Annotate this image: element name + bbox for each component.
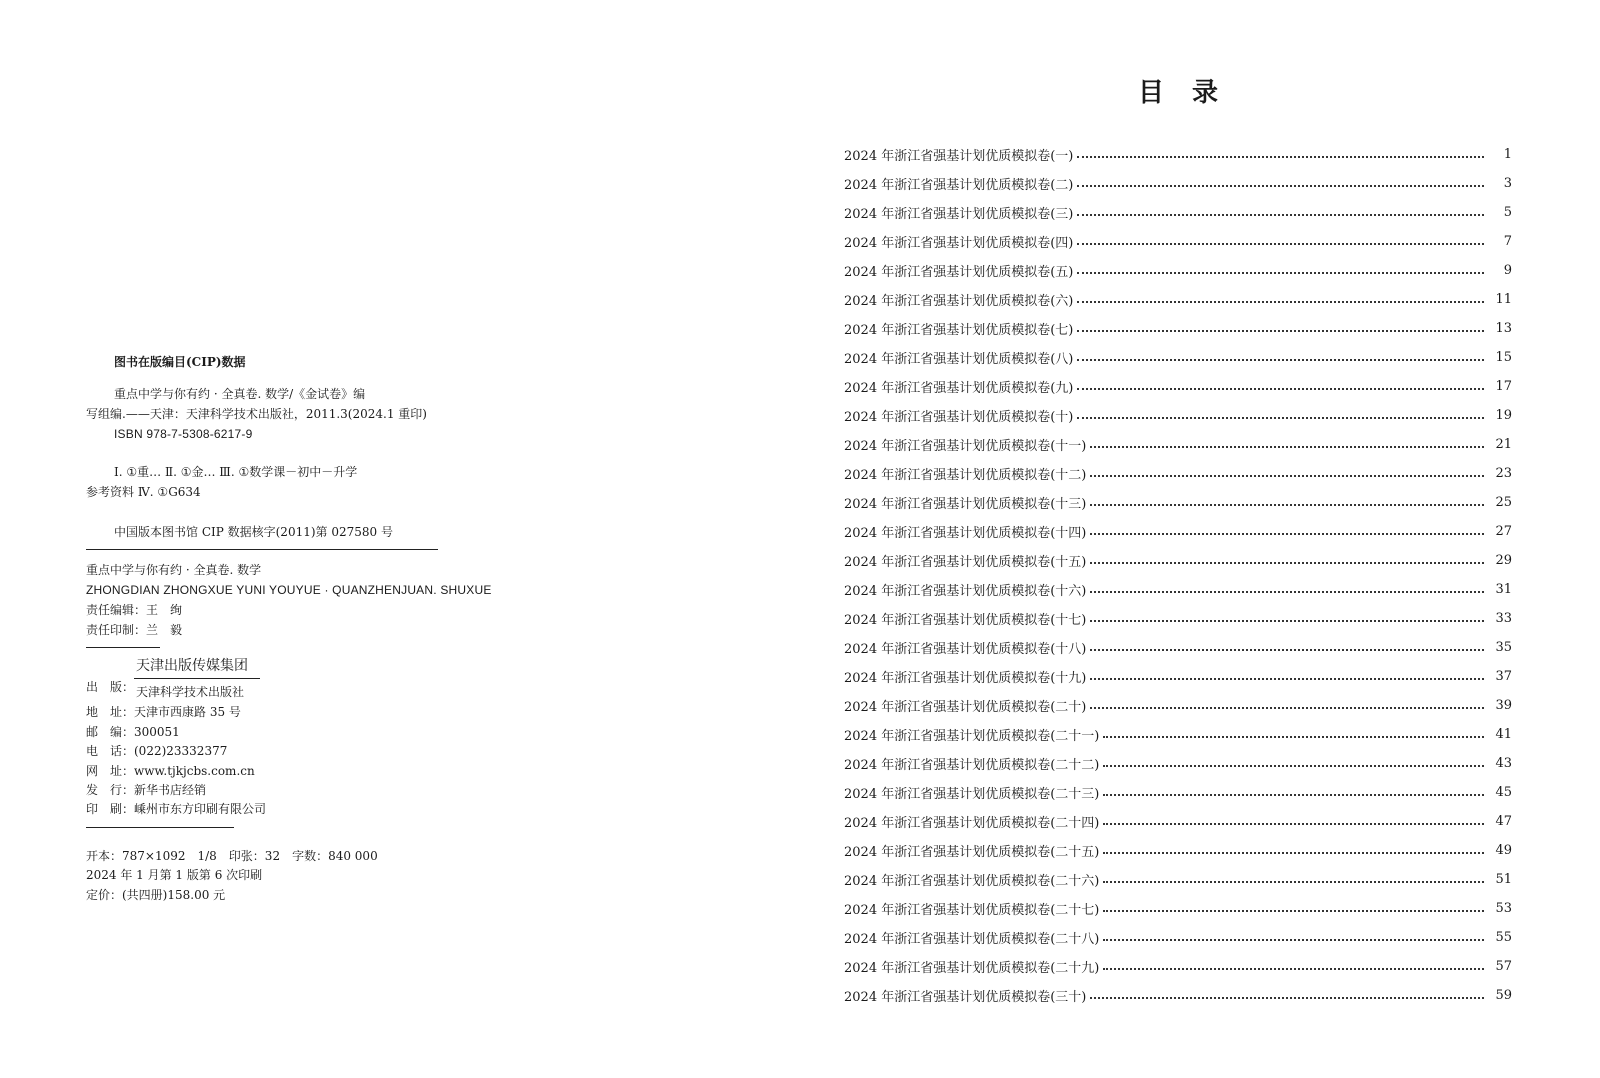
toc-entry-page: 57 [1495,959,1512,974]
toc-leader-dots [1090,619,1484,622]
toc-leader-dots [1103,735,1484,738]
toc-entry-label: 2024 年浙江省强基计划优质模拟卷(十七) [844,613,1087,628]
toc-entry[interactable] [844,169,1512,198]
toc-entry-page: 9 [1503,263,1512,278]
book-format: 开本：787×1092 1/8 印张：32 字数：840 000 [86,849,378,863]
toc-entry[interactable] [844,662,1512,691]
toc-entry-label: 2024 年浙江省强基计划优质模拟卷(二十八) [844,932,1100,947]
toc-entry-label: 2024 年浙江省强基计划优质模拟卷(十四) [844,526,1087,541]
toc-entry-label: 2024 年浙江省强基计划优质模拟卷(二十六) [844,874,1100,889]
toc-entry[interactable] [844,575,1512,604]
toc-entry[interactable] [844,952,1512,981]
isbn: ISBN 978-7-5308-6217-9 [114,427,253,441]
toc-entry-label: 2024 年浙江省强基计划优质模拟卷(一) [844,149,1074,164]
print-manager: 责任印制：兰 毅 [86,623,183,637]
toc-leader-dots [1103,822,1484,825]
toc-entry-page: 59 [1495,988,1512,1003]
toc-entry[interactable] [844,430,1512,459]
publisher-address: 地 址：天津市西康路 35 号 [86,705,241,719]
toc-entry-page: 37 [1495,669,1512,684]
toc-entry-page: 13 [1495,321,1512,336]
toc-entry-label: 2024 年浙江省强基计划优质模拟卷(五) [844,265,1074,280]
toc-entry-label: 2024 年浙江省强基计划优质模拟卷(四) [844,236,1074,251]
divider-rule-short [86,647,160,648]
toc-entry[interactable] [844,604,1512,633]
toc-entry-page: 5 [1503,205,1512,220]
toc-leader-dots [1077,300,1484,303]
toc-entry-page: 25 [1495,495,1512,510]
toc-entry-page: 33 [1495,611,1512,626]
toc-entry-label: 2024 年浙江省强基计划优质模拟卷(二十五) [844,845,1100,860]
toc-leader-dots [1077,242,1484,245]
toc-entry[interactable] [844,314,1512,343]
toc-entry[interactable] [844,691,1512,720]
toc-entry-page: 21 [1495,437,1512,452]
publisher-phone: 电 话：(022)23332377 [86,744,228,758]
cip-class-line-1: Ⅰ. ①重… Ⅱ. ①金… Ⅲ. ①数学课－初中－升学 [114,465,358,479]
toc-entry-page: 43 [1495,756,1512,771]
toc-leader-dots [1077,184,1484,187]
toc-entry-page: 55 [1495,930,1512,945]
toc-entry[interactable] [844,140,1512,169]
toc-entry-label: 2024 年浙江省强基计划优质模拟卷(二十二) [844,758,1100,773]
toc-entry[interactable] [844,633,1512,662]
cip-title: 图书在版编目(CIP)数据 [114,355,246,369]
toc-entry[interactable] [844,546,1512,575]
cip-class-line-2: 参考资料 Ⅳ. ①G634 [86,485,201,499]
toc-entry[interactable] [844,343,1512,372]
toc-entry[interactable] [844,981,1512,1010]
toc-entry-page: 11 [1495,292,1512,307]
toc-entry[interactable] [844,807,1512,836]
toc-entry-page: 27 [1495,524,1512,539]
toc-leader-dots [1103,967,1484,970]
publisher-printer: 印 刷：嵊州市东方印刷有限公司 [86,802,267,816]
toc-entry-label: 2024 年浙江省强基计划优质模拟卷(二十) [844,700,1087,715]
publisher-postcode: 邮 编：300051 [86,725,180,739]
toc-entry-label: 2024 年浙江省强基计划优质模拟卷(二十七) [844,903,1100,918]
toc-entry-label: 2024 年浙江省强基计划优质模拟卷(十三) [844,497,1087,512]
toc-entry[interactable] [844,372,1512,401]
toc-entry-page: 19 [1495,408,1512,423]
toc-entry[interactable] [844,256,1512,285]
toc-entry-label: 2024 年浙江省强基计划优质模拟卷(二十九) [844,961,1100,976]
cip-classification [86,462,526,502]
publisher-press: 天津科学技术出版社 [136,685,245,699]
toc-entry-label: 2024 年浙江省强基计划优质模拟卷(十) [844,410,1074,425]
toc-leader-dots [1103,909,1484,912]
cip-entry-line-1: 重点中学与你有约 · 全真卷. 数学/《金试卷》编 [114,387,366,401]
toc-entry-page: 7 [1503,234,1512,249]
toc-leader-dots [1077,329,1484,332]
toc-leader-dots [1103,938,1484,941]
editor-in-charge: 责任编辑：王 绚 [86,603,183,617]
publisher-website: 网 址：www.tjkjcbs.com.cn [86,764,255,778]
toc-entry-page: 49 [1495,843,1512,858]
toc-entry-page: 31 [1495,582,1512,597]
toc-leader-dots [1090,677,1484,680]
toc-leader-dots [1090,532,1484,535]
publisher-label: 出 版： [86,680,135,694]
publisher-distributor: 发 行：新华书店经销 [86,783,207,797]
toc-leader-dots [1103,764,1484,767]
toc-entry[interactable] [844,894,1512,923]
toc-entry-label: 2024 年浙江省强基计划优质模拟卷(八) [844,352,1074,367]
book-edition: 2024 年 1 月第 1 版第 6 次印刷 [86,868,263,882]
toc-entry-label: 2024 年浙江省强基计划优质模拟卷(三十) [844,990,1087,1005]
toc-entry-label: 2024 年浙江省强基计划优质模拟卷(九) [844,381,1074,396]
toc-entry-page: 51 [1495,872,1512,887]
toc-entry-label: 2024 年浙江省强基计划优质模拟卷(十五) [844,555,1087,570]
toc-entry-label: 2024 年浙江省强基计划优质模拟卷(二十一) [844,729,1100,744]
cip-entry-line-2: 写组编.——天津：天津科学技术出版社，2011.3(2024.1 重印) [86,407,427,421]
toc-entry[interactable] [844,459,1512,488]
toc-leader-dots [1077,358,1484,361]
toc-leader-dots [1090,648,1484,651]
toc-leader-dots [1090,706,1484,709]
toc-entry[interactable] [844,720,1512,749]
cip-entry [86,384,526,444]
toc-entry[interactable] [844,749,1512,778]
toc-entry-page: 35 [1495,640,1512,655]
cip-number: 中国版本图书馆 CIP 数据核字(2011)第 027580 号 [114,525,393,539]
toc-entry-page: 47 [1495,814,1512,829]
toc-leader-dots [1077,387,1484,390]
toc-leader-dots [1090,445,1484,448]
toc-leader-dots [1103,793,1484,796]
publisher-block [86,656,386,702]
toc-leader-dots [1077,271,1484,274]
toc-entry-page: 29 [1495,553,1512,568]
toc-entry-label: 2024 年浙江省强基计划优质模拟卷(二十三) [844,787,1100,802]
divider-rule [86,549,438,550]
toc-entry[interactable] [844,285,1512,314]
toc-entry-label: 2024 年浙江省强基计划优质模拟卷(七) [844,323,1074,338]
toc-entry-page: 39 [1495,698,1512,713]
toc-entry[interactable] [844,836,1512,865]
toc-entry-label: 2024 年浙江省强基计划优质模拟卷(六) [844,294,1074,309]
toc-leader-dots [1077,213,1484,216]
toc-entry-label: 2024 年浙江省强基计划优质模拟卷(十九) [844,671,1087,686]
toc-entry-label: 2024 年浙江省强基计划优质模拟卷(十六) [844,584,1087,599]
toc-entry-label: 2024 年浙江省强基计划优质模拟卷(二) [844,178,1074,193]
toc-leader-dots [1090,590,1484,593]
toc-entry-label: 2024 年浙江省强基计划优质模拟卷(三) [844,207,1074,222]
toc-entry-page: 17 [1495,379,1512,394]
toc-leader-dots [1090,996,1484,999]
toc-entry[interactable] [844,865,1512,894]
toc-leader-dots [1090,474,1484,477]
publisher-group: 天津出版传媒集团 [136,658,248,674]
toc-leader-dots [1103,880,1484,883]
divider-rule-mid [86,827,234,828]
toc-entry-label: 2024 年浙江省强基计划优质模拟卷(二十四) [844,816,1100,831]
book-title-pinyin: ZHONGDIAN ZHONGXUE YUNI YOUYUE · QUANZHENJUAN. SHUXUE [86,583,492,597]
book-title-cn: 重点中学与你有约 · 全真卷. 数学 [86,563,262,577]
toc-entry-page: 15 [1495,350,1512,365]
toc-entry[interactable] [844,401,1512,430]
cip-number-block [86,522,526,542]
toc-title: 目录 [1138,78,1247,108]
book-price: 定价：(共四册)158.00 元 [86,888,226,902]
toc-entry-page: 41 [1495,727,1512,742]
toc-leader-dots [1103,851,1484,854]
toc-leader-dots [1090,503,1484,506]
toc-entry-label: 2024 年浙江省强基计划优质模拟卷(十二) [844,468,1087,483]
toc-entry-label: 2024 年浙江省强基计划优质模拟卷(十一) [844,439,1087,454]
toc-entry[interactable] [844,923,1512,952]
toc-entry-page: 3 [1503,176,1512,191]
toc-leader-dots [1077,416,1484,419]
toc-entry-page: 45 [1495,785,1512,800]
toc-entry-page: 53 [1495,901,1512,916]
publisher-underline [134,678,260,679]
toc-leader-dots [1090,561,1484,564]
toc-entry[interactable] [844,198,1512,227]
toc-entry[interactable] [844,778,1512,807]
toc-entry-label: 2024 年浙江省强基计划优质模拟卷(十八) [844,642,1087,657]
toc-entry[interactable] [844,517,1512,546]
toc-entry-page: 1 [1503,147,1512,162]
toc-entry[interactable] [844,488,1512,517]
toc-leader-dots [1077,155,1484,158]
toc-entry-page: 23 [1495,466,1512,481]
toc-entry[interactable] [844,227,1512,256]
